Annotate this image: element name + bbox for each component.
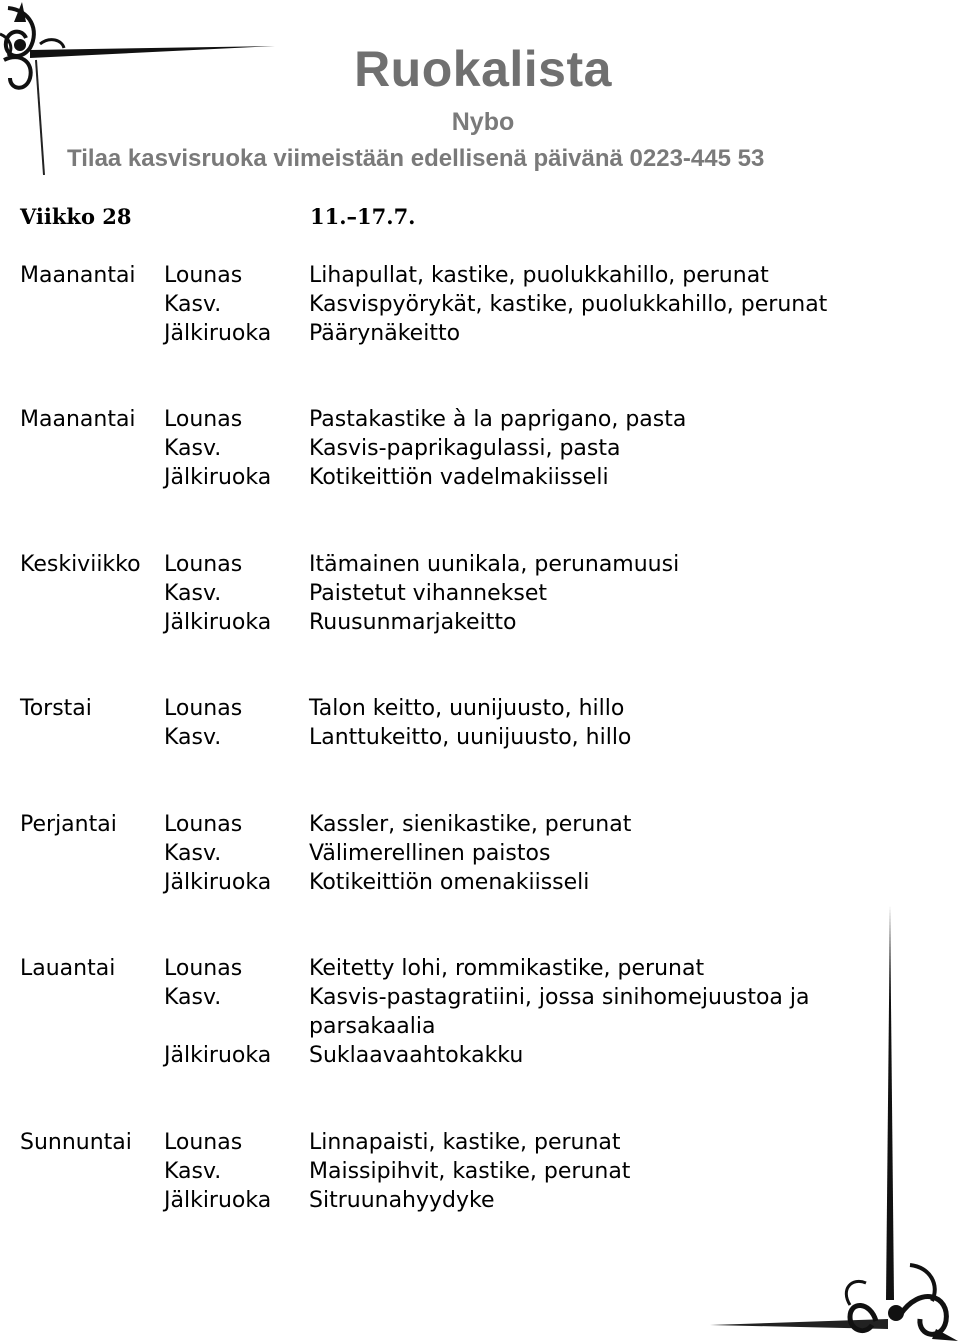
menu-row [20, 983, 920, 1041]
menu-row [20, 434, 920, 463]
menu-row [20, 608, 920, 637]
dish-text: Kotikeittiön omenakiisseli [309, 870, 590, 895]
day-name: Lauantai [20, 956, 116, 981]
meal-type: Kasv. [164, 725, 222, 750]
dish-text: Ruusunmarjakeitto [309, 610, 517, 635]
dish-text: Itämainen uunikala, perunamuusi [309, 552, 680, 577]
menu-row [20, 1041, 920, 1070]
dish-text: Maissipihvit, kastike, perunat [309, 1159, 631, 1184]
meal-type: Kasv. [164, 841, 222, 866]
menu-row [20, 1157, 920, 1186]
meal-type: Lounas [164, 407, 243, 432]
meal-type: Jälkiruoka [164, 321, 272, 346]
meal-type: Lounas [164, 552, 243, 577]
day-block [20, 405, 920, 492]
menu-row [20, 694, 920, 723]
day-name: Maanantai [20, 263, 136, 288]
day-block [20, 1128, 920, 1215]
menu-row [20, 405, 920, 434]
dish-text: Suklaavaahtokakku [309, 1043, 524, 1068]
menu-row [20, 1186, 920, 1215]
meal-type: Jälkiruoka [164, 1043, 272, 1068]
dish-text: Linnapaisti, kastike, perunat [309, 1130, 621, 1155]
meal-type: Jälkiruoka [164, 465, 272, 490]
menu-row [20, 463, 920, 492]
day-name: Keskiviikko [20, 552, 141, 577]
day-block [20, 550, 920, 637]
dish-text: Pastakastike à la paprigano, pasta [309, 407, 687, 432]
menu-row [20, 868, 920, 897]
day-block [20, 261, 920, 348]
dish-text: Välimerellinen paistos [309, 841, 551, 866]
meal-type: Lounas [164, 812, 243, 837]
day-name: Maanantai [20, 407, 136, 432]
menu-row [20, 550, 920, 579]
menu-row [20, 319, 920, 348]
menu-row [20, 810, 920, 839]
day-name: Sunnuntai [20, 1130, 132, 1155]
meal-type: Lounas [164, 696, 243, 721]
menu-row [20, 290, 920, 319]
order-notice: Tilaa kasvisruoka viimeistään edellisenä päivänä 0223-445 53 [67, 145, 765, 172]
dish-text: Lihapullat, kastike, puolukkahillo, perunat [309, 263, 769, 288]
dish-text: Sitruunahyydyke [309, 1188, 495, 1213]
week-dates: 11.–17.7. [310, 204, 416, 229]
menu-row [20, 839, 920, 868]
page-title: Ruokalista [354, 41, 612, 97]
menu-row [20, 1128, 920, 1157]
location-subtitle: Nybo [451, 108, 515, 136]
dish-text: Kassler, sienikastike, perunat [309, 812, 632, 837]
meal-type: Lounas [164, 1130, 243, 1155]
dish-text: Paistetut vihannekset [309, 581, 548, 606]
day-block [20, 810, 920, 897]
menu-row [20, 954, 920, 983]
dish-text: Keitetty lohi, rommikastike, perunat [309, 956, 705, 981]
day-block [20, 954, 920, 1070]
meal-type: Jälkiruoka [164, 870, 272, 895]
dish-text: Kasvispyörykät, kastike, puolukkahillo, perunat [309, 292, 828, 317]
meal-type: Jälkiruoka [164, 610, 272, 635]
dish-text: Lanttukeitto, uunijuusto, hillo [309, 725, 632, 750]
dish-text: Talon keitto, uunijuusto, hillo [309, 696, 625, 721]
meal-type: Lounas [164, 263, 243, 288]
meal-type: Kasv. [164, 581, 222, 606]
dish-text: Kasvis-paprikagulassi, pasta [309, 436, 621, 461]
day-name: Torstai [20, 696, 92, 721]
day-block [20, 694, 920, 752]
meal-type: Kasv. [164, 985, 222, 1010]
menu-row [20, 579, 920, 608]
meal-type: Kasv. [164, 1159, 222, 1184]
meal-type: Kasv. [164, 436, 222, 461]
dish-text: Päärynäkeitto [309, 321, 461, 346]
dish-text: Kotikeittiön vadelmakiisseli [309, 465, 609, 490]
week-label: Viikko 28 [20, 204, 132, 229]
meal-type: Jälkiruoka [164, 1188, 272, 1213]
meal-type: Lounas [164, 956, 243, 981]
menu-row [20, 261, 920, 290]
meal-type: Kasv. [164, 292, 222, 317]
dish-text: Kasvis-pastagratiini, jossa sinihomejuustoa ja parsakaalia [309, 985, 810, 1039]
menu-row [20, 723, 920, 752]
day-name: Perjantai [20, 812, 117, 837]
